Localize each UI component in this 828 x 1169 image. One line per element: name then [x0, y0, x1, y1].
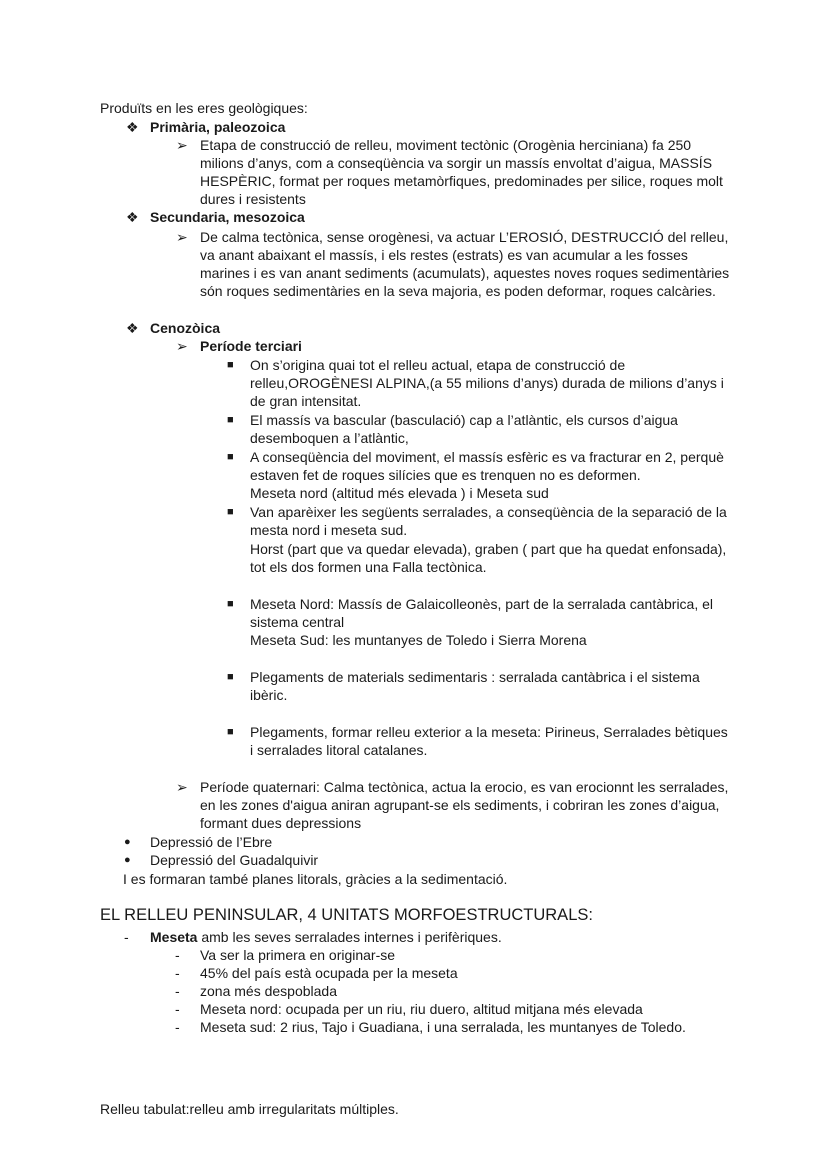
arrow-bullet-icon: ➢ [176, 229, 188, 245]
terciari-bullet-line: Van aparèixer les següents serralades, a conseqüència de la separació de la [250, 504, 727, 520]
dash-bullet-icon: - [175, 947, 180, 963]
terciari-bullet-line: Meseta nord (altitud més elevada ) i Meseta sud [250, 485, 549, 501]
primaria-line: dures i resistents [200, 191, 306, 207]
diamond-bullet-icon: ❖ [126, 209, 139, 225]
terciari-bullet-line: i serralades litoral catalanes. [250, 742, 428, 758]
secundaria-line: De calma tectònica, sense orogènesi, va actuar L’EROSIÓ, DESTRUCCIÓ del relleu, [200, 229, 729, 245]
square-bullet-icon: ■ [227, 726, 234, 738]
quaternari-line: formant dues depressions [200, 815, 362, 831]
primaria-line: Etapa de construcció de relleu, moviment tectònic (Orogènia herciniana) fa 250 [200, 137, 692, 153]
dash-bullet-icon: - [175, 965, 180, 981]
primaria-line: HESPÈRIC, format per roques metamòrfiques, predominades per silice, roques molt [200, 173, 723, 189]
secundaria-line: marines i es van anant sediments (acumulats), aquestes noves roques sedimentàries [200, 265, 730, 281]
meseta-item: zona més despoblada [200, 983, 337, 999]
depression-item: Depressió del Guadalquivir [150, 852, 319, 868]
square-bullet-icon: ■ [227, 598, 234, 610]
square-bullet-icon: ■ [227, 414, 234, 426]
meseta-description: amb les seves serralades internes i perifèriques. [197, 929, 502, 945]
terciari-bullet-line: tot els dos formen una Falla tectònica. [250, 559, 487, 575]
terciari-bullet-line: A conseqüència del moviment, el massís esfèric es va fracturar en 2, perquè [250, 449, 724, 465]
meseta-item: 45% del país està ocupada per la meseta [200, 965, 458, 981]
section-primaria-title: Primària, paleozoica [150, 119, 286, 135]
secundaria-line: són roques sedimentàries en la seva majoria, es poden deformar, roques calcàries. [200, 283, 716, 299]
planes-text: I es formaran també planes litorals, gràcies a la sedimentació. [123, 871, 508, 887]
terciari-bullet-line: mesta nord i meseta sud. [250, 522, 408, 538]
terciari-bullet-line: Horst (part que va quedar elevada), graben ( part que ha quedat enfonsada), [250, 541, 727, 557]
footer-text: Relleu tabulat:relleu amb irregularitats múltiples. [100, 1101, 399, 1117]
meseta-line [150, 928, 502, 946]
dot-bullet-icon: ● [124, 836, 131, 848]
dash-bullet-icon: - [175, 983, 180, 999]
arrow-bullet-icon: ➢ [176, 779, 188, 795]
terciari-bullet-line: desemboquen a l’atlàntic, [250, 430, 409, 446]
meseta-item: Meseta sud: 2 rius, Tajo i Guadiana, i una serralada, les muntanyes de Toledo. [200, 1019, 686, 1035]
diamond-bullet-icon: ❖ [126, 119, 139, 135]
terciari-bullet-line: Plegaments, formar relleu exterior a la meseta: Pirineus, Serralades bètiques [250, 724, 728, 740]
section-cenozoica-title: Cenozòica [150, 320, 221, 336]
terciari-bullet-line: estaven fet de roques silícies que es trenquen no es deformen. [250, 467, 641, 483]
terciari-bullet-line: Meseta Nord: Massís de Galaicolleonès, part de la serralada cantàbrica, el [250, 596, 714, 612]
intro-text: Produïts en les eres geològiques: [100, 100, 308, 116]
depression-item: Depressió de l’Ebre [150, 834, 273, 850]
arrow-bullet-icon: ➢ [176, 338, 188, 354]
square-bullet-icon: ■ [227, 359, 234, 371]
terciari-bullet-line: sistema central [250, 614, 345, 630]
terciari-bullet-line: relleu,OROGÈNESI ALPINA,(a 55 milions d’anys) durada de milions d’anys i [250, 375, 724, 391]
terciari-title: Període terciari [200, 338, 302, 354]
square-bullet-icon: ■ [227, 451, 234, 463]
terciari-bullet-line: Plegaments de materials sedimentaris : serralada cantàbrica i el sistema [250, 669, 700, 685]
primaria-line: milions d’anys, com a conseqüència va sorgir un massís envoltat d’aigua, MASSÍS [200, 155, 713, 171]
terciari-bullet-line: de gran intensitat. [250, 393, 362, 409]
dash-bullet-icon: - [175, 1001, 180, 1017]
meseta-label: Meseta [150, 929, 198, 945]
dash-bullet-icon: - [124, 929, 129, 945]
section-secundaria-title: Secundaria, mesozoica [150, 209, 305, 225]
dot-bullet-icon: ● [124, 854, 131, 866]
terciari-bullet-line: ibèric. [250, 687, 288, 703]
terciari-bullet-line: El massís va bascular (basculació) cap a l’atlàntic, els cursos d’aigua [250, 412, 678, 428]
quaternari-line: Període quaternari: Calma tectònica, actua la erocio, es van erocionnt les serralades, [200, 779, 729, 795]
secundaria-line: va anant abaixant el massís, i els restes (estrats) es van acumular a les fosses [200, 247, 688, 263]
dash-bullet-icon: - [175, 1019, 180, 1035]
meseta-item: Va ser la primera en originar-se [200, 947, 396, 963]
arrow-bullet-icon: ➢ [176, 137, 188, 153]
square-bullet-icon: ■ [227, 506, 234, 518]
quaternari-line: en les zones d'aigua aniran agrupant-se els sediments, i cobriran les zones d’aigua, [200, 797, 720, 813]
diamond-bullet-icon: ❖ [126, 320, 139, 336]
meseta-item: Meseta nord: ocupada per un riu, riu duero, altitud mitjana més elevada [200, 1001, 643, 1017]
terciari-bullet-line: Meseta Sud: les muntanyes de Toledo i Sierra Morena [250, 632, 587, 648]
terciari-bullet-line: On s’origina quai tot el relleu actual, etapa de construcció de [250, 357, 626, 373]
section-heading: EL RELLEU PENINSULAR, 4 UNITATS MORFOESTRUCTURALS: [100, 906, 593, 924]
square-bullet-icon: ■ [227, 671, 234, 683]
